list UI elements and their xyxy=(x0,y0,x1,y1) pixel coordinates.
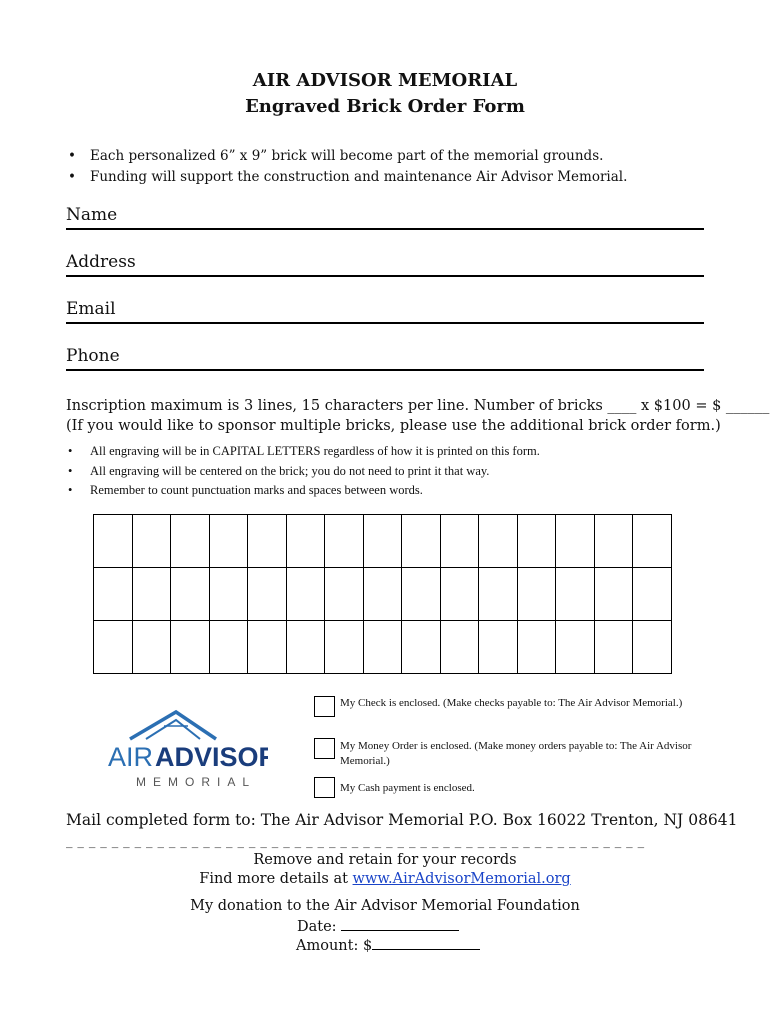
amount-line xyxy=(296,936,480,954)
grid-cell[interactable] xyxy=(363,515,402,568)
grid-cell[interactable] xyxy=(440,515,479,568)
check-payment-checkbox[interactable] xyxy=(314,696,335,717)
donation-text: My donation to the Air Advisor Memorial Foundation xyxy=(190,898,580,914)
logo-advisor-text: ADVISOR xyxy=(155,742,268,772)
engraving-bullet-list xyxy=(66,442,540,501)
grid-cell[interactable] xyxy=(209,568,248,621)
grid-cell[interactable] xyxy=(402,621,441,674)
grid-cell[interactable] xyxy=(556,515,595,568)
air-advisor-logo xyxy=(108,706,268,790)
grid-cell[interactable] xyxy=(479,515,518,568)
date-blank[interactable] xyxy=(341,917,459,931)
grid-row xyxy=(94,621,672,674)
grid-cell[interactable] xyxy=(556,568,595,621)
address-field[interactable] xyxy=(66,252,704,277)
grid-cell[interactable] xyxy=(517,515,556,568)
form-subtitle: Engraved Brick Order Form xyxy=(245,96,525,117)
inscription-instructions xyxy=(66,396,769,436)
phone-field[interactable] xyxy=(66,346,704,371)
grid-cell[interactable] xyxy=(325,515,364,568)
grid-cell[interactable] xyxy=(556,621,595,674)
grid-cell[interactable] xyxy=(517,621,556,674)
grid-cell[interactable] xyxy=(594,515,633,568)
date-line xyxy=(297,917,459,935)
grid-cell[interactable] xyxy=(132,515,171,568)
intro-bullet-list xyxy=(66,146,627,188)
grid-cell[interactable] xyxy=(517,568,556,621)
money-order-checkbox[interactable] xyxy=(314,738,335,759)
inscription-grid xyxy=(93,514,672,674)
grid-cell[interactable] xyxy=(209,515,248,568)
logo-graphic xyxy=(108,706,268,790)
grid-cell[interactable] xyxy=(209,621,248,674)
grid-cell[interactable] xyxy=(479,621,518,674)
grid-cell[interactable] xyxy=(363,621,402,674)
date-label: Date: xyxy=(297,919,342,935)
form-title: AIR ADVISOR MEMORIAL xyxy=(252,70,518,91)
grid-cell[interactable] xyxy=(171,515,210,568)
grid-cell[interactable] xyxy=(248,621,287,674)
grid-cell[interactable] xyxy=(171,621,210,674)
website-link[interactable]: www.AirAdvisorMemorial.org xyxy=(352,871,571,887)
logo-memorial-text: MEMORIAL xyxy=(136,775,257,789)
grid-cell[interactable] xyxy=(402,515,441,568)
inscription-line-2: (If you would like to sponsor multiple bricks, please use the additional brick order form.) xyxy=(66,418,721,434)
remove-retain-text: Remove and retain for your records xyxy=(253,852,517,868)
engraving-bullet: • Remember to count punctuation marks and spaces between words. xyxy=(66,481,540,501)
email-label: Email xyxy=(66,299,116,319)
details-prefix: Find more details at xyxy=(199,871,353,887)
check-payment-label: My Check is enclosed. (Make checks payable to: The Air Advisor Memorial.) xyxy=(340,697,683,709)
intro-bullet: • Funding will support the construction and maintenance Air Advisor Memorial. xyxy=(66,167,627,188)
grid-cell[interactable] xyxy=(325,621,364,674)
address-label: Address xyxy=(66,252,136,272)
grid-cell[interactable] xyxy=(633,568,672,621)
grid-cell[interactable] xyxy=(594,621,633,674)
cash-payment-checkbox[interactable] xyxy=(314,777,335,798)
grid-cell[interactable] xyxy=(132,568,171,621)
phone-label: Phone xyxy=(66,346,120,366)
grid-cell[interactable] xyxy=(248,568,287,621)
grid-cell[interactable] xyxy=(286,515,325,568)
cut-line: _ _ _ _ _ _ _ _ _ _ _ _ _ _ _ _ _ _ _ _ _ _ _ _ _ _ _ _ _ _ _ _ _ _ _ _ _ _ _ _ _ _ _ _ _ _ _ _ _ _ _ xyxy=(66,834,645,849)
grid-cell[interactable] xyxy=(633,515,672,568)
grid-cell[interactable] xyxy=(440,621,479,674)
grid-cell[interactable] xyxy=(286,621,325,674)
cash-payment-label: My Cash payment is enclosed. xyxy=(340,782,475,794)
name-field[interactable] xyxy=(66,205,704,230)
grid-cell[interactable] xyxy=(325,568,364,621)
grid-row xyxy=(94,515,672,568)
grid-cell[interactable] xyxy=(94,515,133,568)
amount-label: Amount: $ xyxy=(296,938,373,954)
amount-blank[interactable] xyxy=(372,936,480,950)
grid-row xyxy=(94,568,672,621)
grid-cell[interactable] xyxy=(94,568,133,621)
grid-cell[interactable] xyxy=(171,568,210,621)
details-line xyxy=(0,871,770,887)
grid-cell[interactable] xyxy=(633,621,672,674)
inscription-line-1: Inscription maximum is 3 lines, 15 characters per line. Number of bricks ____ x $100 = $ ______ xyxy=(66,398,770,414)
grid-cell[interactable] xyxy=(132,621,171,674)
money-order-label: My Money Order is enclosed. (Make money orders payable to: The Air Advisor Memorial.) xyxy=(340,740,692,767)
engraving-bullet: • All engraving will be centered on the brick; you do not need to print it that way. xyxy=(66,462,540,482)
grid-cell[interactable] xyxy=(286,568,325,621)
name-label: Name xyxy=(66,205,118,225)
engraving-bullet: • All engraving will be in CAPITAL LETTERS regardless of how it is printed on this form. xyxy=(66,442,540,462)
grid-cell[interactable] xyxy=(440,568,479,621)
grid-cell[interactable] xyxy=(594,568,633,621)
intro-bullet: • Each personalized 6” x 9” brick will become part of the memorial grounds. xyxy=(66,146,627,167)
grid-cell[interactable] xyxy=(479,568,518,621)
grid-cell[interactable] xyxy=(402,568,441,621)
grid-cell[interactable] xyxy=(248,515,287,568)
email-field[interactable] xyxy=(66,299,704,324)
grid-cell[interactable] xyxy=(94,621,133,674)
mail-instructions: Mail completed form to: The Air Advisor Memorial P.O. Box 16022 Trenton, NJ 08641 xyxy=(66,811,738,829)
logo-air-text: AIR xyxy=(108,742,154,772)
grid-cell[interactable] xyxy=(363,568,402,621)
